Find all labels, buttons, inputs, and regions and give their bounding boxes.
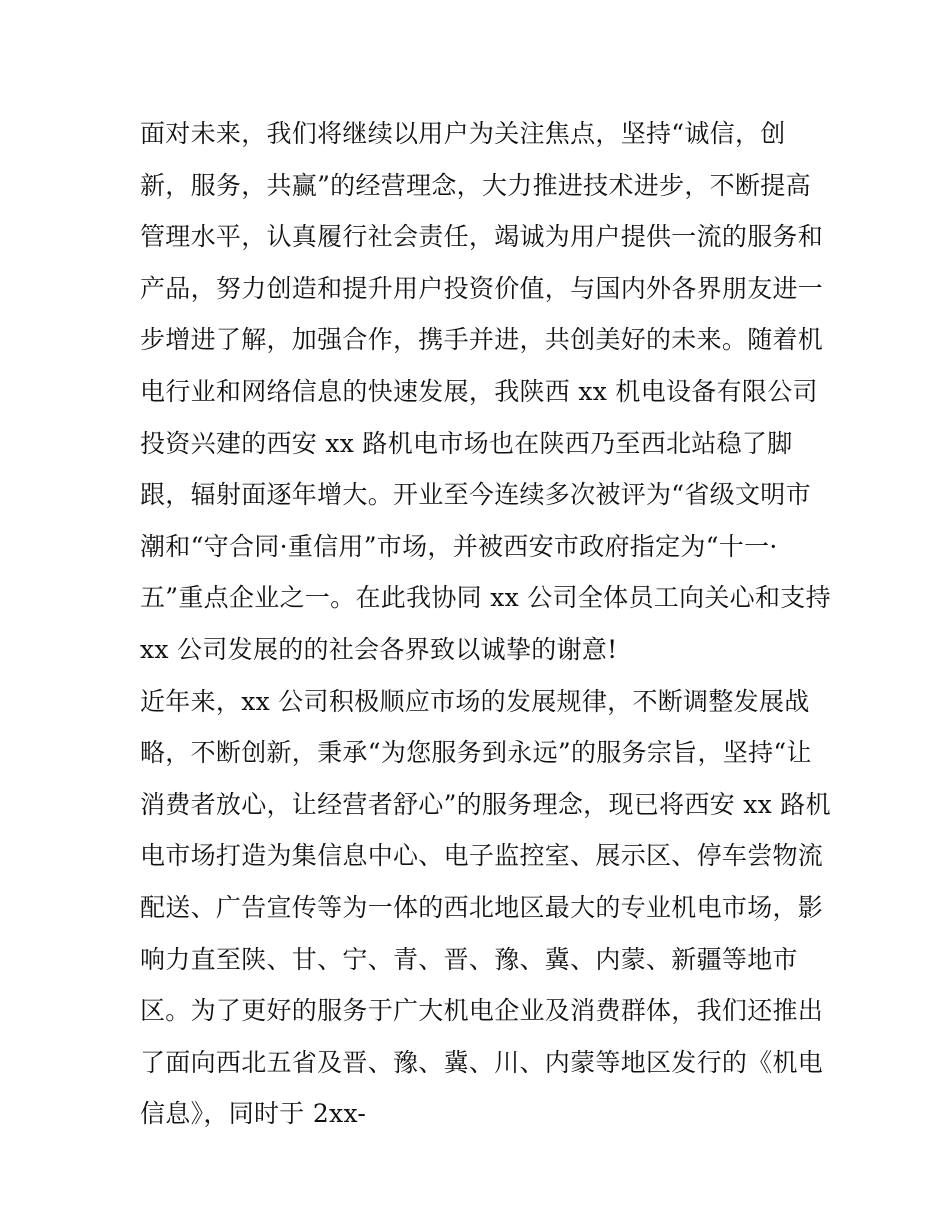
text-line: 近年来，xx 公司积极顺应市场的发展规律，不断调整发展战	[140, 686, 810, 716]
text-line: 略，不断创新，秉承“为您服务到永远”的服务宗旨，坚持“让	[140, 738, 812, 768]
text-line: 跟，辐射面逐年增大。开业至今连续多次被评为“省级文明市	[140, 480, 811, 510]
text-line: 投资兴建的西安 xx 路机电市场也在陕西乃至西北站稳了脚	[140, 428, 793, 458]
text-line: 区。为了更好的服务于广大机电企业及消费群体，我们还推出	[140, 996, 824, 1026]
text-line: 产品，努力创造和提升用户投资价值，与国内外各界朋友进一	[140, 273, 824, 303]
text-line: 电市场打造为集信息中心、电子监控室、展示区、停车尝物流	[140, 841, 824, 871]
text-line: 消费者放心，让经营者舒心”的服务理念，现已将西安 xx 路机	[140, 789, 831, 819]
text-line: 配送、广告宣传等为一体的西北地区最大的专业机电市场，影	[140, 892, 824, 922]
text-line: 面对未来，我们将继续以用户为关注焦点，坚持“诚信，创	[140, 119, 786, 148]
text-line: 了面向西北五省及晋、豫、冀、川、内蒙等地区发行的《机电	[140, 1047, 824, 1077]
text-line: 五”重点企业之一。在此我协同 xx 公司全体员工向关心和支持	[140, 583, 831, 613]
text-line: 信息》，同时于 2xx-	[140, 1099, 367, 1129]
text-line: 电行业和网络信息的快速发展，我陕西 xx 机电设备有限公司	[140, 376, 818, 406]
text-line: 管理水平，认真履行社会责任，竭诚为用户提供一流的服务和	[140, 222, 824, 252]
text-line: xx 公司发展的的社会各界致以诚挚的谢意!	[140, 634, 618, 664]
text-line: 新，服务，共赢”的经营理念，大力推进技术进步，不断提高	[140, 170, 811, 200]
text-line: 步增进了解，加强合作，携手并进，共创美好的未来。随着机	[140, 325, 824, 355]
text-line: 响力直至陕、甘、宁、青、晋、豫、冀、内蒙、新疆等地市	[140, 944, 798, 974]
text-line: 潮和“守合同·重信用”市场，并被西安市政府指定为“十一·	[140, 531, 778, 561]
document-body	[140, 108, 830, 1140]
